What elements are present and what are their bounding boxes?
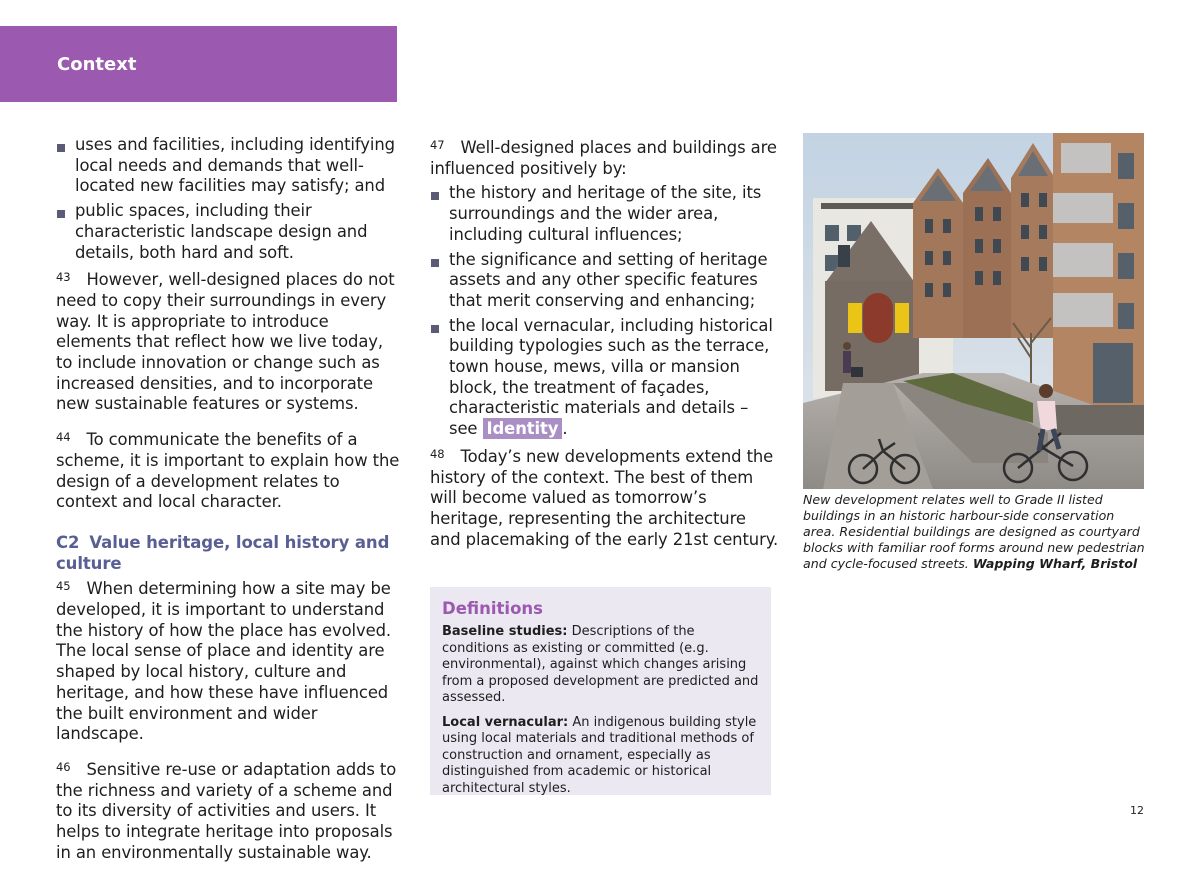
bullet-square-icon: [431, 325, 439, 333]
paragraph-48: $^{48}$ Today’s new developments extend the history of the context. The best of them will become valued as tomorrow’s heritage, representing the architecture and placemaking of the early 21st century.: [430, 446, 779, 549]
bullet-list: [56, 135, 401, 263]
paragraph-number: 48: [430, 446, 445, 461]
paragraph-number: 44: [56, 430, 71, 445]
section-heading-c2: C2 Value heritage, local history and culture: [56, 532, 390, 573]
definition-item: Baseline studies: Descriptions of the conditions as existing or committed (e.g. environmental), against which changes arising from a proposed development are predicted and assessed.: [442, 624, 759, 705]
caption-location: Wapping Wharf, Bristol: [972, 556, 1138, 571]
definitions-box: [430, 587, 771, 795]
bullet-square-icon: [431, 192, 439, 200]
paragraph-44: $^{44}$ To communicate the benefits of a scheme, it is important to explain how the design of a development relates to context and local character.: [56, 430, 400, 512]
paragraph-43: $^{43}$ However, well-designed places do not need to copy their surroundings in every way. It is appropriate to introduce elements that reflect how we live today, to include innovation or change such as increased densities, and to incorporate new sustainable features or systems.: [56, 270, 395, 414]
wapping-wharf-photo: [803, 133, 1144, 489]
paragraph-number: 46: [56, 759, 71, 774]
definition-term: Baseline studies:: [442, 624, 568, 639]
list-item: uses and facilities, including identifying local needs and demands that well-located new facilities may satisfy; and: [56, 135, 401, 197]
paragraph-number: 47: [430, 138, 445, 152]
bullet-list: [430, 183, 780, 439]
list-item: the local vernacular, including historical building typologies such as the terrace, town house, mews, villa or mansion block, the treatment of façades, characteristic materials and details – see Identity .: [430, 316, 780, 440]
identity-link[interactable]: Identity: [483, 418, 563, 439]
paragraph-45: $^{45}$ When determining how a site may be developed, it is important to understand the history of how the place has evolved. The local sense of place and identity are shaped by local history, culture and heritage, and how these have influenced the built environment and wider landscape.: [56, 579, 391, 744]
bullet-square-icon: [431, 259, 439, 267]
left-column: [56, 135, 401, 876]
photo-caption: New development relates well to Grade II listed buildings in an historic harbour-side conservation area. Residential buildings are designed as courtyard blocks with familiar roof forms around new pedestrian and cycle-focused streets. Wapping Wharf, Bristol: [803, 492, 1145, 571]
list-item: the history and heritage of the site, its surroundings and the wider area, including cultural influences;: [430, 183, 780, 245]
definitions-title: Definitions: [442, 599, 543, 618]
list-item: the significance and setting of heritage assets and any other specific features that merit conserving and enhancing;: [430, 250, 780, 312]
definition-term: Local vernacular:: [442, 714, 569, 730]
bullet-square-icon: [57, 210, 65, 218]
bullet-square-icon: [57, 144, 65, 152]
paragraph-number: 43: [56, 270, 71, 285]
paragraph-47: $^{47}$ Well-designed places and buildings are influenced positively by:: [430, 138, 777, 178]
paragraph-number: 45: [56, 579, 71, 594]
page-number: 12: [1130, 804, 1144, 817]
middle-column: [430, 135, 780, 562]
section-title: Context: [57, 54, 137, 75]
definition-item: Local vernacular: An indigenous building style using local materials and traditional methods of construction and ornament, especially as distinguished from academic or historical architectural styles.: [442, 714, 757, 796]
photo-illustration: [803, 133, 1144, 489]
list-item: public spaces, including their characteristic landscape design and details, both hard and soft.: [56, 201, 401, 263]
paragraph-46: $^{46}$ Sensitive re-use or adaptation adds to the richness and variety of a scheme and to its diversity of activities and users. It helps to integrate heritage into proposals in an environmentally sustainable way.: [56, 759, 397, 862]
